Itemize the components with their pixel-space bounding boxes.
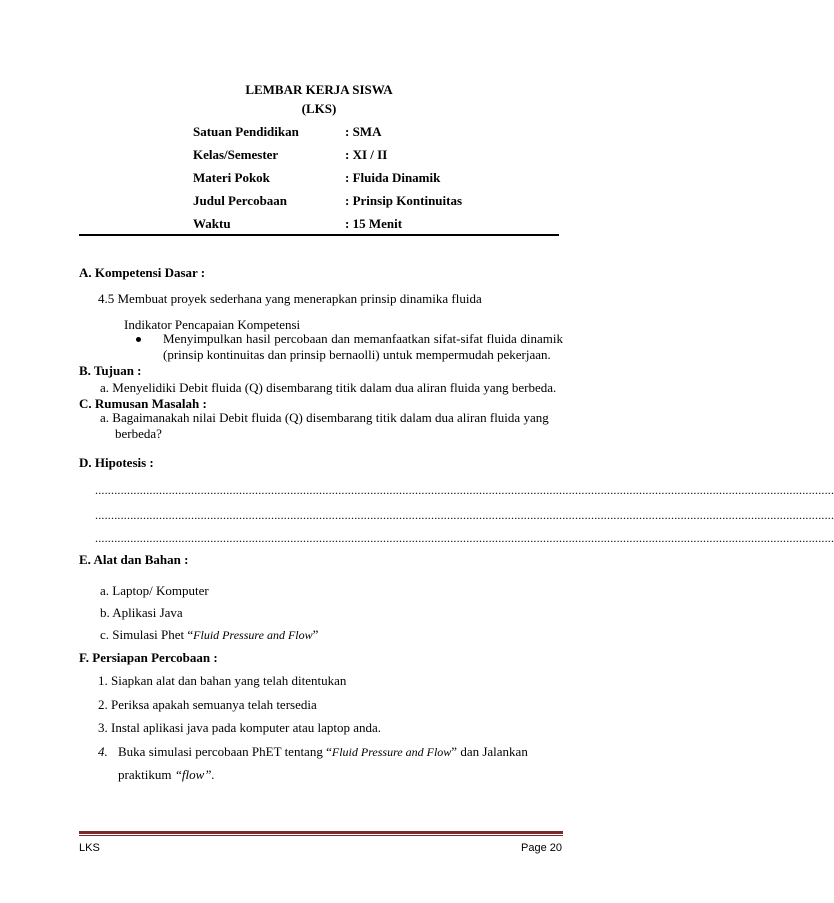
info-value: : Prinsip Kontinuitas	[345, 193, 463, 208]
persiapan-item: 3. Instal aplikasi java pada komputer atau laptop anda.	[98, 720, 382, 735]
hipotesis-blank-line: .......................................................................................................................................................................................................................................	[95, 508, 834, 522]
info-value: : XI / II	[345, 147, 388, 162]
persiapan-item: 2. Periksa apakah semuanya telah tersedia	[98, 697, 317, 712]
alat-item-italic: Fluid Pressure and Flow	[193, 628, 313, 642]
alat-item-prefix: c. Simulasi Phet “	[100, 627, 194, 642]
persiapan-item-continued	[118, 767, 215, 783]
section-b-heading: B. Tujuan :	[79, 363, 142, 378]
footer-left-label: LKS	[79, 842, 100, 854]
alat-item: b. Aplikasi Java	[100, 605, 183, 620]
info-label: Kelas/Semester	[193, 147, 279, 162]
persiapan-item-number: 4.	[98, 744, 108, 759]
footer-divider	[79, 831, 563, 834]
section-c-heading: C. Rumusan Masalah :	[79, 396, 207, 411]
section-e-heading: E. Alat dan Bahan :	[79, 552, 189, 567]
persiapan-item-italic: Fluid Pressure and Flow	[331, 745, 452, 759]
info-value: : SMA	[345, 124, 382, 139]
info-label: Waktu	[193, 216, 231, 231]
footer-divider-thin	[79, 835, 563, 836]
indikator-label: Indikator Pencapaian Kompetensi	[124, 317, 301, 332]
page-number: Page 20	[521, 842, 562, 854]
hipotesis-blank-line: .......................................................................................................................................................................................................................................	[95, 531, 834, 545]
hipotesis-blank-line: .......................................................................................................................................................................................................................................	[95, 483, 834, 497]
persiapan-item-line2-italic: “flow”.	[174, 767, 215, 782]
document-subtitle: (LKS)	[301, 101, 337, 116]
info-value: : 15 Menit	[345, 216, 403, 231]
info-label: Satuan Pendidikan	[193, 124, 299, 139]
section-d-heading: D. Hipotesis :	[79, 455, 154, 470]
persiapan-item	[118, 744, 528, 760]
section-a-heading: A. Kompetensi Dasar :	[79, 265, 206, 280]
alat-item: a. Laptop/ Komputer	[100, 583, 209, 598]
persiapan-item-line2-prefix: praktikum	[118, 767, 175, 782]
info-label: Judul Percobaan	[193, 193, 288, 208]
indikator-line-2: (prinsip kontinuitas dan prinsip bernaolli) untuk mempermudah pekerjaan.	[163, 347, 551, 362]
kompetensi-dasar-text: 4.5 Membuat proyek sederhana yang menerapkan prinsip dinamika fluida	[98, 291, 482, 306]
alat-item-suffix: ”	[312, 627, 319, 642]
bullet-icon	[136, 337, 141, 342]
rumusan-item-line-2: berbeda?	[115, 426, 162, 441]
persiapan-item-prefix: Buka simulasi percobaan PhET tentang “	[118, 744, 332, 759]
alat-item	[100, 627, 318, 643]
info-value: : Fluida Dinamik	[345, 170, 441, 185]
section-f-heading: F. Persiapan Percobaan :	[79, 650, 218, 665]
rumusan-item-line-1: a. Bagaimanakah nilai Debit fluida (Q) disembarang titik dalam dua aliran fluida yang	[100, 410, 549, 425]
tujuan-item: a. Menyelidiki Debit fluida (Q) disembarang titik dalam dua aliran fluida yang berbeda.	[100, 380, 557, 395]
indikator-line-1: Menyimpulkan hasil percobaan dan memanfaatkan sifat-sifat fluida dinamik	[163, 331, 563, 346]
document-title: LEMBAR KERJA SISWA	[245, 82, 393, 97]
info-label: Materi Pokok	[193, 170, 270, 185]
persiapan-item: 1. Siapkan alat dan bahan yang telah ditentukan	[98, 673, 347, 688]
persiapan-item-suffix: ” dan Jalankan	[451, 744, 528, 759]
header-divider	[79, 234, 559, 236]
